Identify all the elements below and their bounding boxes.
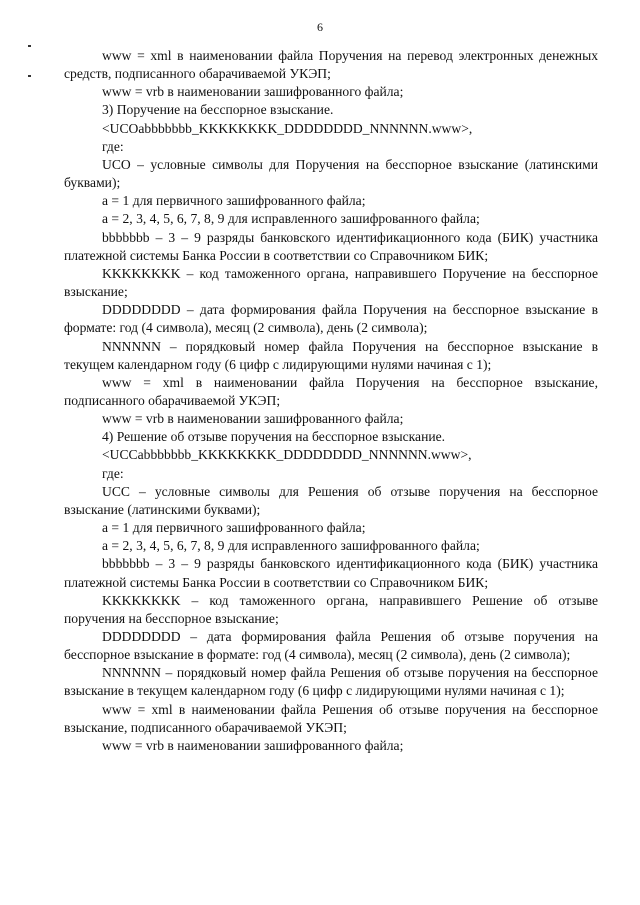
paragraph: где: bbox=[102, 138, 124, 154]
paragraph: www = xml в наименовании файла Поручения на бесспорное взыскание, подписанного обарачиваемой УКЭП; bbox=[64, 374, 598, 408]
paragraph: a = 2, 3, 4, 5, 6, 7, 8, 9 для исправленного зашифрованного файла; bbox=[102, 538, 480, 554]
paragraph: DDDDDDDD – дата формирования файла Поручения на бесспорное взыскание в формате: год (4 символа), месяц (2 символа), день (2 символа); bbox=[64, 302, 598, 336]
paragraph: KKKKKKKK – код таможенного органа, направившего Поручение на бесспорное взыскание; bbox=[64, 265, 598, 300]
paragraph: a = 1 для первичного зашифрованного файла; bbox=[102, 193, 366, 209]
section-heading: 4) Решение об отзыве поручения на бесспорное взыскание. bbox=[102, 429, 446, 445]
paragraph: NNNNNN – порядковый номер файла Решения об отзыве поручения на бесспорное взыскание в текущем календарном году (6 цифр с лидирующими нулями начиная с 1); bbox=[64, 665, 598, 699]
paragraph: KKKKKKKK – код таможенного органа, направившего Решение об отзыве поручения на бесспорное взыскание; bbox=[64, 592, 598, 626]
paragraph: www = vrb в наименовании зашифрованного файла; bbox=[102, 84, 404, 100]
paragraph: UCO – условные символы для Поручения на бесспорное взыскание (латинскими буквами); bbox=[64, 156, 598, 191]
paragraph: a = 2, 3, 4, 5, 6, 7, 8, 9 для исправленного зашифрованного файла; bbox=[102, 211, 480, 227]
paragraph: www = vrb в наименовании зашифрованного файла; bbox=[102, 411, 404, 427]
paragraph: NNNNNN – порядковый номер файла Поручения на бесспорное взыскание в текущем календарном году (6 цифр с лидирующими нулями начиная с 1); bbox=[64, 338, 598, 372]
paragraph: UCC – условные символы для Решения об отзыве поручения на бесспорное взыскание (латинскими буквами); bbox=[64, 483, 598, 517]
filename-pattern: <UCCabbbbbbb_KKKKKKKK_DDDDDDDD_NNNNNN.www>, bbox=[102, 447, 472, 463]
section-heading: 3) Поручение на бесспорное взыскание. bbox=[102, 102, 334, 118]
paragraph: bbbbbbb – 3 – 9 разряды банковского идентификационного кода (БИК) участника платежной системы Банка России в соответствии со Справочником БИК; bbox=[64, 229, 598, 263]
filename-pattern: <UCOabbbbbbb_KKKKKKKK_DDDDDDDD_NNNNNN.www>, bbox=[102, 120, 473, 136]
paragraph: a = 1 для первичного зашифрованного файла; bbox=[102, 520, 366, 536]
page-number: 6 bbox=[317, 20, 323, 34]
paragraph: bbbbbbb – 3 – 9 разряды банковского идентификационного кода (БИК) участника платежной системы Банка России в соответствии со Справочником БИК; bbox=[64, 556, 598, 590]
paragraph: DDDDDDDD – дата формирования файла Решения об отзыве поручения на бесспорное взыскание в формате: год (4 символа), месяц (2 символа), день (2 символа); bbox=[64, 629, 598, 663]
paragraph: www = vrb в наименовании зашифрованного файла; bbox=[102, 737, 404, 753]
document-body bbox=[64, 47, 598, 755]
scan-artifact bbox=[28, 45, 31, 47]
paragraph: www = xml в наименовании файла Решения об отзыве поручения на бесспорное взыскание, подписанного обарачиваемой УКЭП; bbox=[64, 701, 598, 735]
paragraph: www = xml в наименовании файла Поручения на перевод электронных денежных средств, подписанного обарачиваемой УКЭП; bbox=[64, 48, 598, 82]
scan-artifact bbox=[28, 75, 31, 77]
paragraph: где: bbox=[102, 465, 124, 481]
